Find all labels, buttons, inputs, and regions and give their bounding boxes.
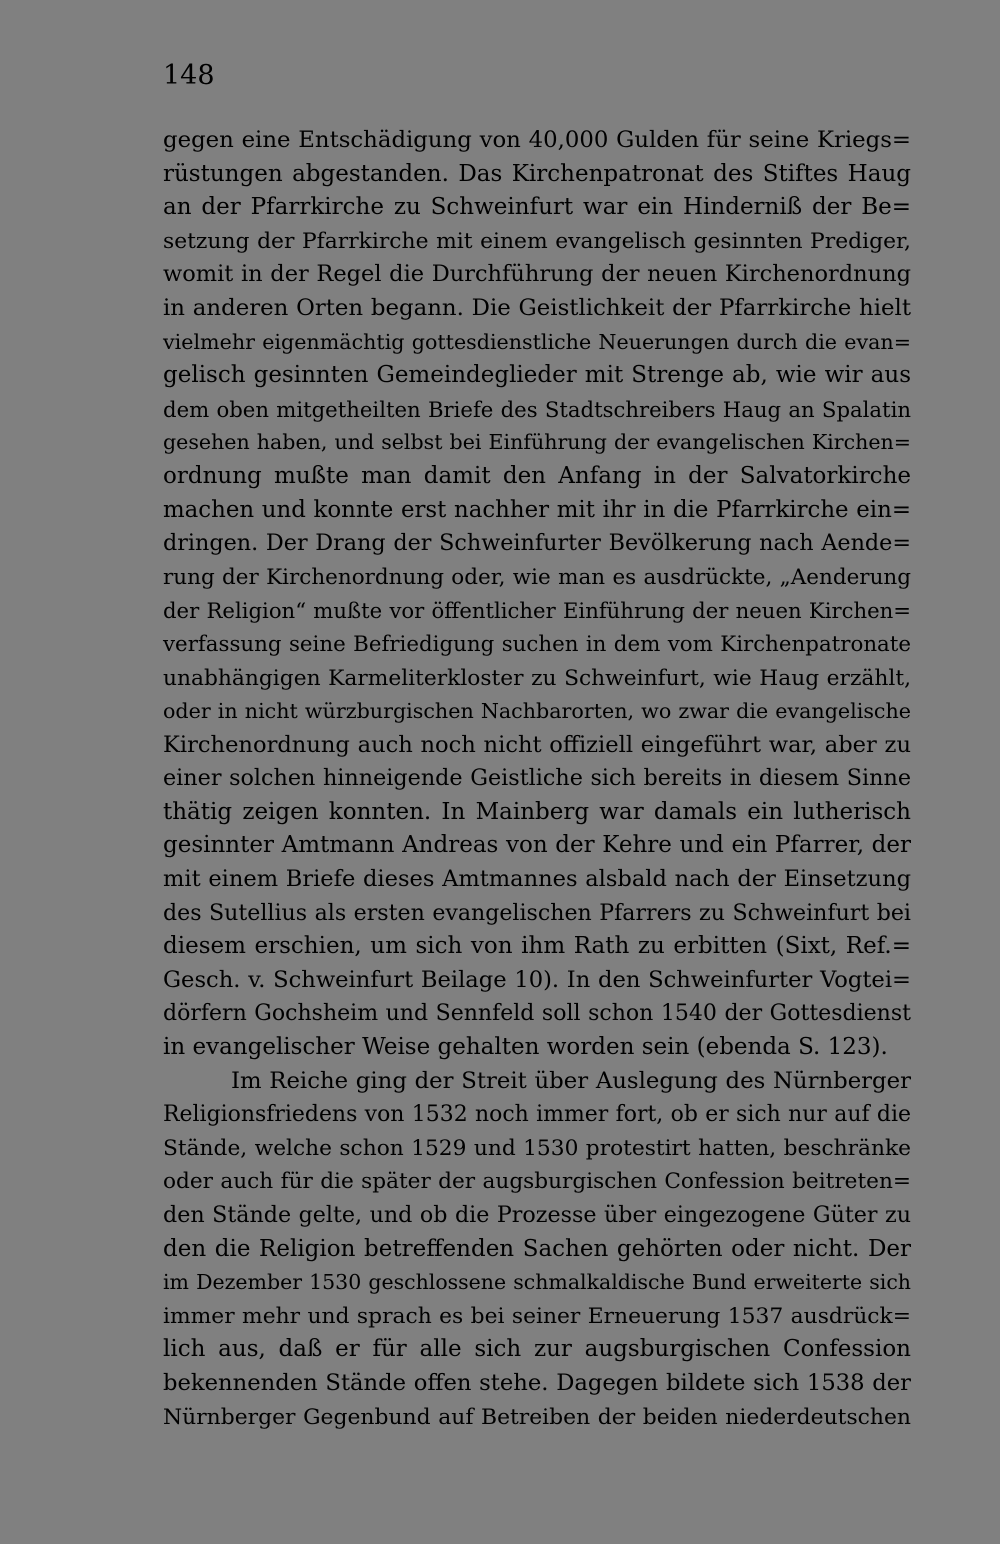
text-line: Nürnberger Gegenbund auf Betreiben der beiden niederdeutschen [163, 1404, 911, 1430]
text-line: machen und konnte erst nachher mit ihr in die Pfarrkirche ein= [163, 496, 911, 523]
text-line: in anderen Orten begann. Die Geistlichkeit der Pfarrkirche hielt [163, 294, 911, 321]
text-line: den die Religion betreffenden Sachen gehörten oder nicht. Der [163, 1235, 911, 1262]
text-line: des Sutellius als ersten evangelischen Pfarrers zu Schweinfurt bei [163, 900, 911, 926]
text-line: in evangelischer Weise gehalten worden sein (ebenda S. 123). [163, 1034, 888, 1061]
text-line: ordnung mußte man damit den Anfang in der Salvatorkirche [163, 462, 911, 489]
text-line: dörfern Gochsheim und Sennfeld soll schon 1540 der Gottesdienst [163, 1001, 911, 1027]
text-line: Religionsfriedens von 1532 noch immer fort, ob er sich nur auf die [163, 1102, 911, 1128]
text-line: oder in nicht würzburgischen Nachbarorten, wo zwar die evangelische [163, 699, 911, 724]
text-line: Im Reiche ging der Streit über Auslegung des Nürnberger [231, 1067, 911, 1094]
text-line: der Religion“ mußte vor öffentlicher Einführung der neuen Kirchen= [163, 598, 911, 624]
text-line: an der Pfarrkirche zu Schweinfurt war ein Hinderniß der Be= [163, 194, 911, 221]
text-line: einer solchen hinneigende Geistliche sich bereits in diesem Sinne [163, 765, 911, 792]
text-line: gegen eine Entschädigung von 40,000 Gulden für seine Kriegs= [163, 127, 911, 153]
text-line: lich aus, daß er für alle sich zur augsburgischen Confession [163, 1336, 911, 1363]
body-text [163, 124, 911, 1434]
text-line: dringen. Der Drang der Schweinfurter Bevölkerung nach Aende= [163, 530, 911, 557]
text-line: Gesch. v. Schweinfurt Beilage 10). In den Schweinfurter Vogtei= [163, 966, 911, 993]
text-line: rung der Kirchenordnung oder, wie man es ausdrückte, „Aenderung [163, 564, 911, 590]
text-line: setzung der Pfarrkirche mit einem evangelisch gesinnten Prediger, [163, 228, 911, 254]
text-line: den Stände gelte, und ob die Prozesse über eingezogene Güter zu [163, 1202, 911, 1228]
text-line: Stände, welche schon 1529 und 1530 protestirt hatten, beschränke [163, 1135, 911, 1161]
text-line: gelisch gesinnten Gemeindeglieder mit Strenge ab, wie wir aus [163, 362, 911, 389]
text-line: dem oben mitgetheilten Briefe des Stadtschreibers Haug an Spalatin [163, 396, 911, 422]
text-line: thätig zeigen konnten. In Mainberg war damals ein lutherisch [163, 798, 911, 825]
text-line: bekennenden Stände offen stehe. Dagegen bildete sich 1538 der [163, 1369, 911, 1396]
text-line: diesem erschien, um sich von ihm Rath zu erbitten (Sixt, Ref.= [163, 933, 911, 960]
text-line: verfassung seine Befriedigung suchen in dem vom Kirchenpatronate [163, 631, 911, 657]
text-line: gesehen haben, und selbst bei Einführung der evangelischen Kirchen= [163, 430, 911, 455]
text-line: unabhängigen Karmeliterkloster zu Schweinfurt, wie Haug erzählt, [163, 665, 911, 691]
text-line: mit einem Briefe dieses Amtmannes alsbald nach der Einsetzung [163, 866, 911, 893]
text-line: oder auch für die später der augsburgischen Confession beitreten= [163, 1169, 911, 1195]
text-line: Kirchenordnung auch noch nicht offiziell eingeführt war, aber zu [163, 731, 911, 758]
text-line: rüstungen abgestanden. Das Kirchenpatronat des Stiftes Haug [163, 160, 911, 187]
text-line: im Dezember 1530 geschlossene schmalkaldische Bund erweiterte sich [163, 1270, 911, 1295]
page-number: 148 [163, 60, 215, 91]
text-line: immer mehr und sprach es bei seiner Erneuerung 1537 ausdrück= [163, 1303, 911, 1329]
text-line: womit in der Regel die Durchführung der neuen Kirchenordnung [163, 261, 911, 288]
text-line: vielmehr eigenmächtig gottesdienstliche Neuerungen durch die evan= [163, 329, 911, 354]
text-line: gesinnter Amtmann Andreas von der Kehre und ein Pfarrer, der [163, 832, 911, 859]
